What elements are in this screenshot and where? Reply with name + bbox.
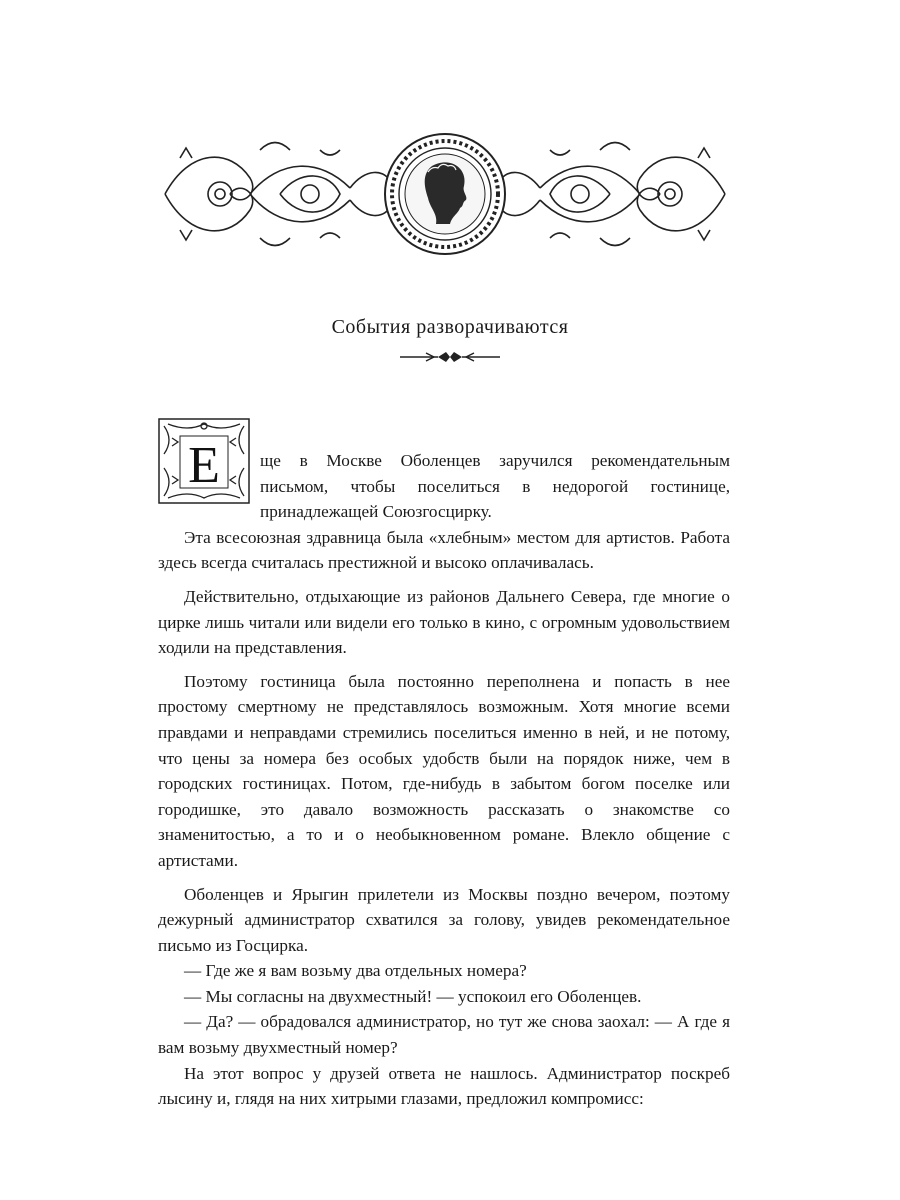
body-text: [158, 437, 730, 1112]
chapter-title: События разворачиваются: [331, 316, 569, 338]
dialogue-line-2: — Мы согласны на двухместный! — успокоил его Оболенцев.: [184, 986, 642, 1006]
dialogue-line-3: — Да? — обрадовался администратор, но тут же снова заохал: — А где я вам возьму двухместный номер?: [158, 1012, 730, 1058]
drop-cap: [158, 418, 250, 504]
drop-cap-letter: Е: [188, 437, 220, 494]
paragraph-2: Эта всесоюзная здравница была «хлебным» местом для артистов. Работа здесь всегда считалась престижной и высоко оплачивалась.: [158, 527, 730, 573]
dialogue-line-1: — Где же я вам возьму два отдельных номера?: [184, 961, 527, 981]
paragraph-6: На этот вопрос у друзей ответа не нашлось. Администратор поскреб лысину и, глядя на них хитрыми глазами, предложил компромисс:: [158, 1063, 730, 1109]
title-flourish-divider: [400, 350, 500, 364]
paragraph-3: Действительно, отдыхающие из районов Дальнего Севера, где многие о цирке лишь читали или видели его только в кино, с огромным удовольствием ходили на представления.: [158, 586, 730, 658]
paragraph-1: [158, 437, 730, 525]
paragraph-text: ще в Москве Оболенцев заручился рекомендательным письмом, чтобы поселиться в недорогой гостинице, принадлежащей Союзгосцирку.: [260, 451, 730, 522]
header-ornament: [160, 128, 730, 260]
paragraph-5: Оболенцев и Ярыгин прилетели из Москвы поздно вечером, поэтому дежурный администратор схватился за голову, увидев рекомендательное письмо из Госцирка.: [158, 884, 730, 955]
cameo-medallion: [385, 134, 505, 254]
paragraph-4: Поэтому гостиница была постоянно переполнена и попасть в нее простому смертному не представлялось возможным. Хотя многие всеми правдами и неправдами стремились поселиться именно в ней, и не потому, что цены за номера без особых удобств были на порядок ниже, чем в городских гостиницах. Потом, где-нибудь в забытом богом поселке или городишке, это давало возможность рассказать о знакомстве со знаменитостью, а то и о необыкновенном романе. Влекло общение с артистами.: [158, 671, 730, 870]
